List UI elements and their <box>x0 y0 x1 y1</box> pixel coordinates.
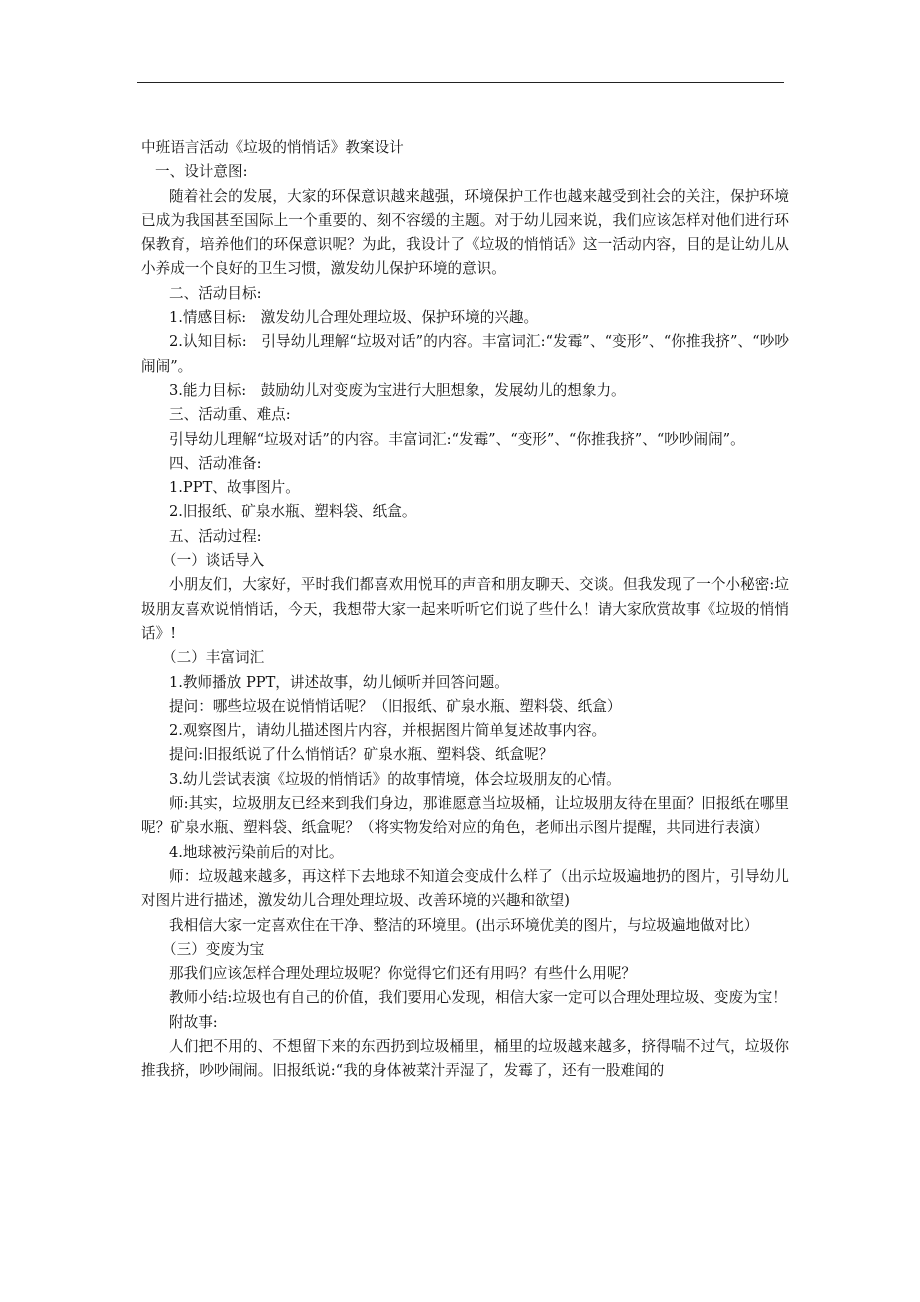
paragraph: 教师小结:垃圾也有自己的价值，我们要用心发现，相信大家一定可以合理处理垃圾、变废为宝！ <box>169 989 787 1007</box>
paragraph: 一、设计意图: <box>155 163 248 181</box>
paragraph: 师:其实，垃圾朋友已经来到我们身边，那谁愿意当垃圾桶，让垃圾朋友待在里面？旧报纸在哪里呢？矿泉水瓶、塑料袋、纸盒呢？（将实物发给对应的角色，老师出示图片提醒，共同进行表演） <box>141 795 789 837</box>
paragraph: 小朋友们，大家好，平时我们都喜欢用悦耳的声音和朋友聊天、交谈。但我发现了一个小秘密:垃圾朋友喜欢说悄悄话，今天，我想带大家一起来听听它们说了些什么！请大家欣赏故事《垃圾的悄悄话》! <box>141 576 789 642</box>
document-title: 中班语言活动《垃圾的悄悄话》教案设计 <box>141 139 404 156</box>
paragraph: 3.能力目标: 鼓励幼儿对变废为宝进行大胆想象，发展幼儿的想象力。 <box>169 381 626 399</box>
paragraph: （二）丰富词汇 <box>162 649 265 667</box>
paragraph: 随着社会的发展，大家的环保意识越来越强，环境保护工作也越来越受到社会的关注，保护环境已成为我国甚至国际上一个重要的、刻不容缓的主题。对于幼儿园来说，我们应该怎样对他们进行环保教育，培养他们的环保意识呢？为此，我设计了《垃圾的悄悄话》这一活动内容，目的是让幼儿从小养成一个良好的卫生习惯，激发幼儿保护环境的意识。 <box>141 187 789 278</box>
paragraph-list <box>141 160 789 1083</box>
paragraph: 四、活动准备: <box>169 454 262 472</box>
paragraph: 1.教师播放 PPT，讲述故事，幼儿倾听并回答问题。 <box>169 673 509 691</box>
paragraph: 二、活动目标: <box>169 284 262 302</box>
paragraph: 1.PPT、故事图片。 <box>169 479 300 497</box>
document-body <box>141 136 789 1084</box>
paragraph: 三、活动重、难点: <box>169 406 291 424</box>
paragraph: 引导幼儿理解“垃圾对话”的内容。丰富词汇:“发霉”、“变形”、“你推我挤”、“吵吵闹闹”。 <box>169 430 745 448</box>
paragraph: 附故事: <box>169 1013 218 1031</box>
paragraph: 2.认知目标: 引导幼儿理解“垃圾对话”的内容。丰富词汇:“发霉”、“变形”、“你推我挤”、“吵吵闹闹”。 <box>141 333 789 375</box>
paragraph: 我相信大家一定喜欢住在干净、整洁的环境里。(出示环境优美的图片，与垃圾遍地做对比） <box>169 916 759 934</box>
paragraph: 提问:旧报纸说了什么悄悄话？矿泉水瓶、塑料袋、纸盒呢？ <box>169 746 554 764</box>
paragraph: （三）变废为宝 <box>162 940 265 958</box>
paragraph: 2.旧报纸、矿泉水瓶、塑料袋、纸盒。 <box>169 503 417 521</box>
paragraph: 提问：哪些垃圾在说悄悄话呢？（旧报纸、矿泉水瓶、塑料袋、纸盒） <box>169 697 622 715</box>
paragraph: 3.幼儿尝试表演《垃圾的悄悄话》的故事情境，体会垃圾朋友的心情。 <box>169 770 621 788</box>
paragraph: 人们把不用的、不想留下来的东西扔到垃圾桶里，桶里的垃圾越来越多，挤得喘不过气，垃圾你推我挤，吵吵闹闹。旧报纸说:“我的身体被菜汁弄湿了，发霉了，还有一股难闻的 <box>141 1037 789 1080</box>
paragraph: 那我们应该怎样合理处理垃圾呢？你觉得它们还有用吗？有些什么用呢？ <box>169 965 637 983</box>
header-rule <box>137 82 784 83</box>
paragraph: 2.观察图片，请幼儿描述图片内容，并根据图片简单复述故事内容。 <box>169 722 607 740</box>
paragraph: 1.情感目标: 激发幼儿合理处理垃圾、保护环境的兴趣。 <box>169 309 539 327</box>
paragraph: 师：垃圾越来越多，再这样下去地球不知道会变成什么样了（出示垃圾遍地扔的图片，引导幼儿对图片进行描述，激发幼儿合理处理垃圾、改善环境的兴趣和欲望) <box>141 867 789 910</box>
paragraph: （一）谈话导入 <box>162 552 265 570</box>
paragraph: 4.地球被污染前后的对比。 <box>169 843 344 861</box>
paragraph: 五、活动过程: <box>169 527 262 545</box>
